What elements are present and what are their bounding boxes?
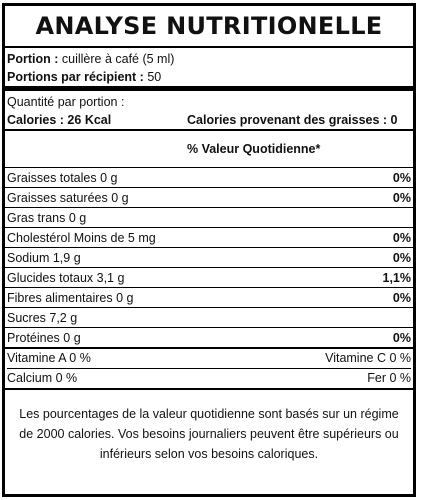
nutrient-name: Graisses totales 0 g xyxy=(7,170,118,185)
nutrient-row xyxy=(5,328,413,348)
portion-value: cuillère à café (5 ml) xyxy=(61,52,175,66)
nutrient-percent: 0% xyxy=(392,190,411,205)
calories-section xyxy=(5,91,413,131)
vitamin-a: Vitamine A 0 % xyxy=(7,351,91,365)
nutrient-percent: 0% xyxy=(392,330,411,345)
vitamin-section xyxy=(5,347,413,390)
nutrient-list xyxy=(5,168,413,348)
nutrient-percent: 0% xyxy=(392,170,411,185)
daily-value-header: % Valeur Quotidienne* xyxy=(5,131,413,168)
fat-calories-value: Calories provenant des graisses : 0 xyxy=(187,113,398,127)
nutrient-name: Graisses saturées 0 g xyxy=(7,190,129,205)
nutrient-row xyxy=(5,308,413,328)
nutrient-row xyxy=(5,228,413,248)
serving-info xyxy=(5,48,413,91)
nutrient-name: Protéines 0 g xyxy=(7,330,81,345)
vitamin-row xyxy=(7,349,411,368)
mineral-row xyxy=(7,368,411,388)
per-container-row xyxy=(7,68,411,86)
per-container-key: Portions par récipient : xyxy=(7,70,144,84)
nutrient-row xyxy=(5,188,413,208)
nutrient-percent: 0% xyxy=(392,230,411,245)
vitamin-c: Vitamine C 0 % xyxy=(325,351,411,365)
nutrient-name: Sodium 1,9 g xyxy=(7,250,81,265)
nutrient-name: Fibres alimentaires 0 g xyxy=(7,290,134,305)
portion-key: Portion : xyxy=(7,52,59,66)
nutrient-row xyxy=(5,168,413,188)
nutrient-row xyxy=(5,288,413,308)
per-container-value: 50 xyxy=(147,70,162,84)
footnote: Les pourcentages de la valeur quotidienne sont basés sur un régime de 2000 calories. Vos besoins journaliers peuvent être supérieurs ou inférieurs selon vos besoins caloriques. xyxy=(19,407,399,461)
nutrient-percent: 1,1% xyxy=(382,270,411,285)
calories-row xyxy=(7,111,411,129)
calcium: Calcium 0 % xyxy=(7,371,78,385)
portion-row xyxy=(7,50,411,68)
calories-value: Calories : 26 Kcal xyxy=(7,113,112,127)
nutrient-percent: 0% xyxy=(392,250,411,265)
nutrient-row xyxy=(5,268,413,288)
qty-label xyxy=(7,93,411,111)
nutrient-row xyxy=(5,208,413,228)
nutrient-percent: 0% xyxy=(392,290,411,305)
nutrient-name: Sucres 7,2 g xyxy=(7,310,78,325)
iron: Fer 0 % xyxy=(367,371,411,385)
qty-label-text: Quantité par portion : xyxy=(7,95,125,109)
nutrient-row xyxy=(5,248,413,268)
nutrition-label xyxy=(2,3,416,497)
nutrient-name: Glucides totaux 3,1 g xyxy=(7,270,125,285)
nutrient-name: Gras trans 0 g xyxy=(7,210,87,225)
nutrient-name: Cholestérol Moins de 5 mg xyxy=(7,230,156,245)
label-title: ANALYSE NUTRITIONELLE xyxy=(5,6,413,48)
